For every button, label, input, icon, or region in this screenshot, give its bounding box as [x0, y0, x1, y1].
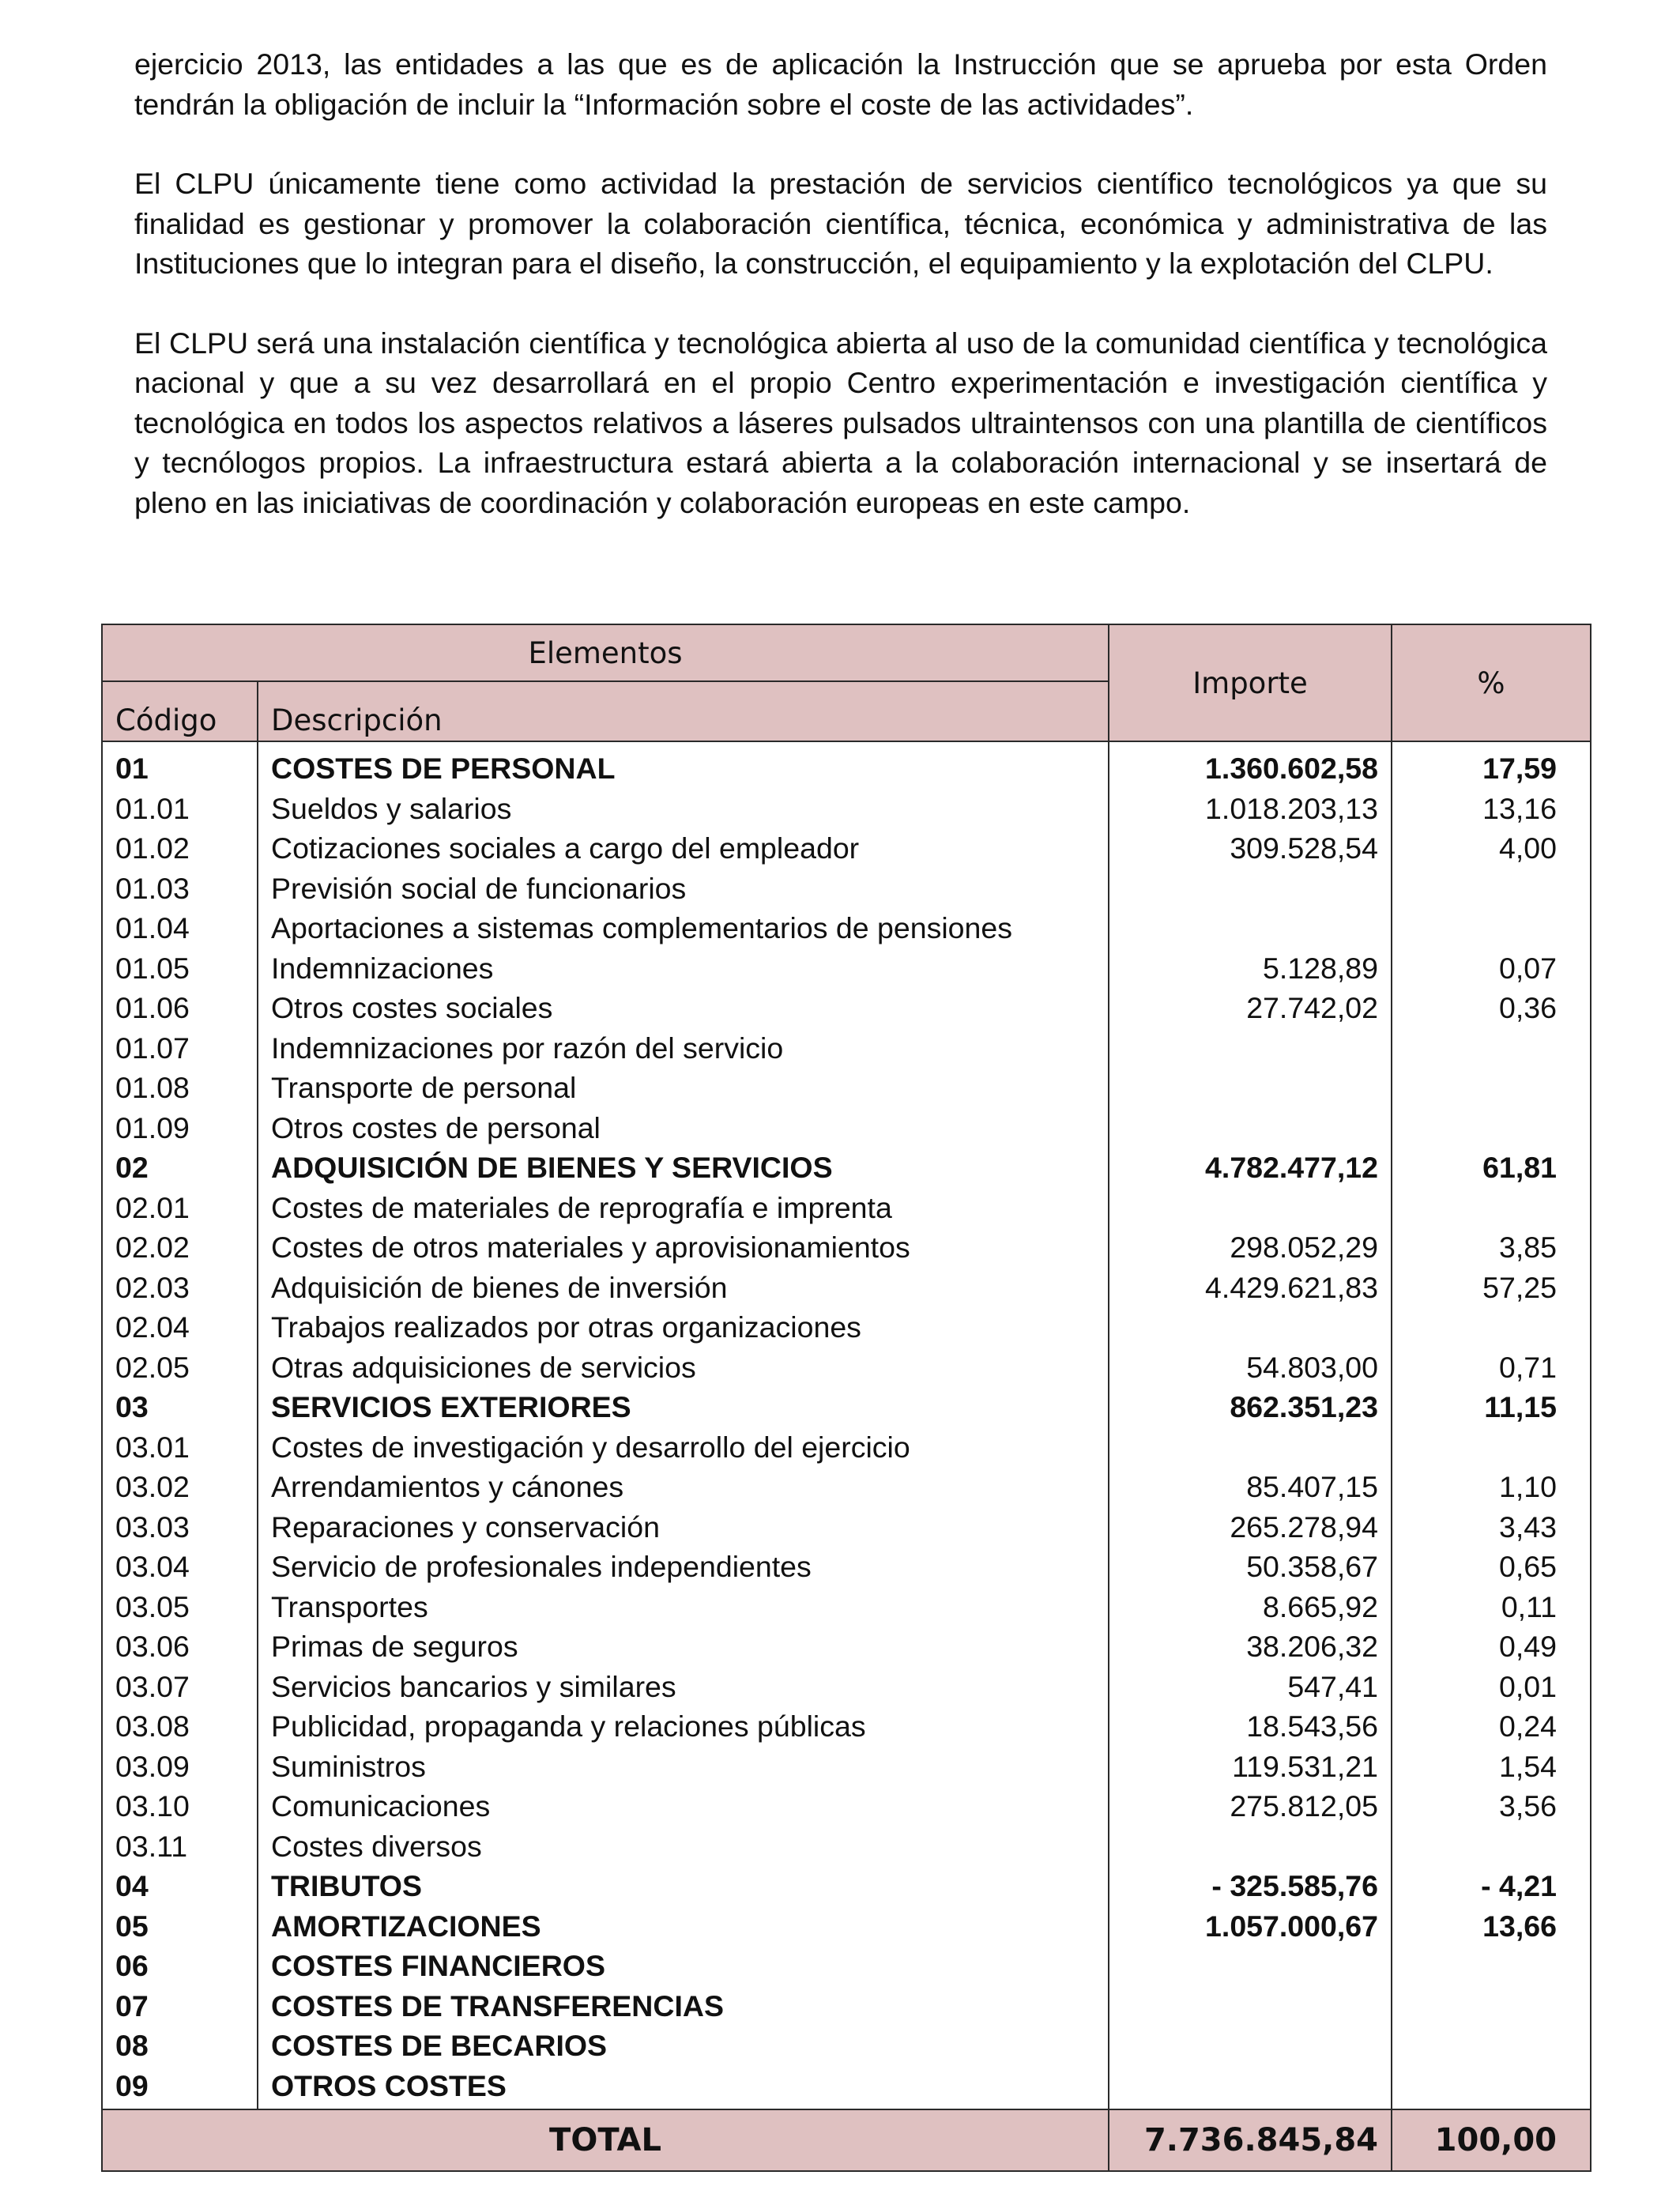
row-percent: 4,00 [1392, 828, 1591, 869]
row-code: 03.07 [102, 1667, 258, 1707]
row-code: 03 [102, 1387, 258, 1427]
table-row [102, 869, 1591, 909]
row-percent: 17,59 [1392, 741, 1591, 789]
table-row [102, 1946, 1591, 1986]
row-percent: 0,07 [1392, 948, 1591, 989]
table-body [102, 741, 1591, 2109]
row-percent [1392, 1188, 1591, 1228]
row-description: COSTES DE TRANSFERENCIAS [258, 1986, 1109, 2026]
row-description: TRIBUTOS [258, 1866, 1109, 1906]
row-importe: 1.018.203,13 [1109, 789, 1392, 829]
row-code: 03.01 [102, 1427, 258, 1468]
table-row [102, 988, 1591, 1028]
row-description: Adquisición de bienes de inversión [258, 1268, 1109, 1308]
table-row [102, 1706, 1591, 1747]
row-importe: 119.531,21 [1109, 1747, 1392, 1787]
row-code: 02.01 [102, 1188, 258, 1228]
row-code: 01.05 [102, 948, 258, 989]
table-row [102, 1467, 1591, 1507]
row-description: Otras adquisiciones de servicios [258, 1348, 1109, 1388]
row-code: 01 [102, 741, 258, 789]
table-row [102, 1906, 1591, 1947]
row-code: 01.01 [102, 789, 258, 829]
row-description: Aportaciones a sistemas complementarios de pensiones [258, 908, 1109, 948]
table-row [102, 1188, 1591, 1228]
row-code: 01.06 [102, 988, 258, 1028]
row-importe [1109, 1427, 1392, 1468]
row-importe [1109, 1307, 1392, 1348]
row-description: COSTES DE PERSONAL [258, 741, 1109, 789]
row-code: 03.02 [102, 1467, 258, 1507]
table-row [102, 1108, 1591, 1148]
row-description: Otros costes de personal [258, 1108, 1109, 1148]
row-importe [1109, 908, 1392, 948]
row-percent: 0,49 [1392, 1627, 1591, 1667]
row-description: SERVICIOS EXTERIORES [258, 1387, 1109, 1427]
table-row [102, 1826, 1591, 1867]
row-percent [1392, 1826, 1591, 1867]
row-percent [1392, 1427, 1591, 1468]
table-row [102, 1148, 1591, 1188]
row-percent: 11,15 [1392, 1387, 1591, 1427]
row-description: Servicio de profesionales independientes [258, 1547, 1109, 1587]
row-percent [1392, 1108, 1591, 1148]
table-row [102, 1227, 1591, 1268]
row-description: Otros costes sociales [258, 988, 1109, 1028]
row-percent: - 4,21 [1392, 1866, 1591, 1906]
row-importe: 5.128,89 [1109, 948, 1392, 989]
row-description: ADQUISICIÓN DE BIENES Y SERVICIOS [258, 1148, 1109, 1188]
body-text [134, 44, 1547, 522]
row-description: Trabajos realizados por otras organizaciones [258, 1307, 1109, 1348]
table-row [102, 1028, 1591, 1069]
row-percent: 0,36 [1392, 988, 1591, 1028]
row-description: Indemnizaciones [258, 948, 1109, 989]
row-percent [1392, 908, 1591, 948]
row-importe: 1.057.000,67 [1109, 1906, 1392, 1947]
row-percent: 61,81 [1392, 1148, 1591, 1188]
row-importe: 4.429.621,83 [1109, 1268, 1392, 1308]
row-percent [1392, 2066, 1591, 2110]
row-importe: 1.360.602,58 [1109, 741, 1392, 789]
row-code: 07 [102, 1986, 258, 2026]
row-description: Costes de otros materiales y aprovisionamientos [258, 1227, 1109, 1268]
row-percent: 0,01 [1392, 1667, 1591, 1707]
row-importe: 27.742,02 [1109, 988, 1392, 1028]
row-code: 01.08 [102, 1068, 258, 1108]
table-row [102, 1307, 1591, 1348]
table-row [102, 1747, 1591, 1787]
row-description: Sueldos y salarios [258, 789, 1109, 829]
table-row [102, 1986, 1591, 2026]
row-description: Costes de investigación y desarrollo del ejercicio [258, 1427, 1109, 1468]
row-code: 02.03 [102, 1268, 258, 1308]
row-percent [1392, 1028, 1591, 1069]
row-importe [1109, 1946, 1392, 1986]
row-percent: 13,66 [1392, 1906, 1591, 1947]
row-importe: 85.407,15 [1109, 1467, 1392, 1507]
row-code: 01.07 [102, 1028, 258, 1069]
row-importe: - 325.585,76 [1109, 1866, 1392, 1906]
row-percent [1392, 1986, 1591, 2026]
row-code: 08 [102, 2026, 258, 2066]
table-header [102, 624, 1591, 741]
row-importe [1109, 1826, 1392, 1867]
row-percent [1392, 1068, 1591, 1108]
paragraph: El CLPU será una instalación científica y tecnológica abierta al uso de la comunidad científica y tecnológica nacional y que a su vez desarrollará en el propio Centro experimentación e investigación científica y tecnológica en todos los aspectos relativos a láseres pulsados ultraintensos con una plantilla de científicos y tecnólogos propios. La infraestructura estará abierta a la colaboración internacional y se insertará de pleno en las iniciativas de coordinación y colaboración europeas en este campo. [134, 326, 1547, 519]
table-row [102, 1866, 1591, 1906]
row-code: 06 [102, 1946, 258, 1986]
row-description: Costes de materiales de reprografía e imprenta [258, 1188, 1109, 1228]
row-percent [1392, 1307, 1591, 1348]
row-importe: 4.782.477,12 [1109, 1148, 1392, 1188]
row-description: COSTES DE BECARIOS [258, 2026, 1109, 2066]
table-row [102, 1667, 1591, 1707]
total-importe: 7.736.845,84 [1109, 2109, 1392, 2171]
row-description: COSTES FINANCIEROS [258, 1946, 1109, 1986]
row-code: 03.04 [102, 1547, 258, 1587]
table-row [102, 1587, 1591, 1627]
row-percent [1392, 1946, 1591, 1986]
row-importe: 38.206,32 [1109, 1627, 1392, 1667]
row-code: 03.09 [102, 1747, 258, 1787]
row-code: 03.03 [102, 1507, 258, 1547]
row-importe [1109, 1108, 1392, 1148]
row-description: Reparaciones y conservación [258, 1507, 1109, 1547]
row-percent: 0,65 [1392, 1547, 1591, 1587]
row-importe: 298.052,29 [1109, 1227, 1392, 1268]
cost-table [101, 624, 1591, 2172]
table-row [102, 1268, 1591, 1308]
table-row [102, 741, 1591, 789]
row-code: 05 [102, 1906, 258, 1947]
table-row [102, 2026, 1591, 2066]
total-row [102, 2109, 1591, 2171]
row-importe [1109, 1986, 1392, 2026]
paragraph: ejercicio 2013, las entidades a las que es de aplicación la Instrucción que se aprueba por esta Orden tendrán la obligación de incluir la “Información sobre el coste de las actividades”. [134, 47, 1547, 121]
row-code: 04 [102, 1866, 258, 1906]
row-description: Transporte de personal [258, 1068, 1109, 1108]
row-code: 03.05 [102, 1587, 258, 1627]
header-elementos: Elementos [102, 624, 1109, 681]
row-description: Servicios bancarios y similares [258, 1667, 1109, 1707]
row-importe: 862.351,23 [1109, 1387, 1392, 1427]
row-percent: 0,11 [1392, 1587, 1591, 1627]
row-description: AMORTIZACIONES [258, 1906, 1109, 1947]
row-percent [1392, 2026, 1591, 2066]
row-description: OTROS COSTES [258, 2066, 1109, 2110]
header-importe: Importe [1109, 624, 1392, 741]
row-code: 03.10 [102, 1786, 258, 1826]
row-importe: 547,41 [1109, 1667, 1392, 1707]
row-description: Suministros [258, 1747, 1109, 1787]
row-percent: 1,10 [1392, 1467, 1591, 1507]
header-descripcion: Descripción [258, 681, 1109, 741]
row-importe: 18.543,56 [1109, 1706, 1392, 1747]
row-importe [1109, 869, 1392, 909]
row-code: 09 [102, 2066, 258, 2110]
row-description: Cotizaciones sociales a cargo del empleador [258, 828, 1109, 869]
total-percent: 100,00 [1392, 2109, 1591, 2171]
total-label: TOTAL [102, 2109, 1109, 2171]
row-description: Primas de seguros [258, 1627, 1109, 1667]
table-row [102, 1547, 1591, 1587]
table-row [102, 1627, 1591, 1667]
row-percent: 3,85 [1392, 1227, 1591, 1268]
row-description: Transportes [258, 1587, 1109, 1627]
row-description: Arrendamientos y cánones [258, 1467, 1109, 1507]
table-row [102, 1786, 1591, 1826]
row-importe: 265.278,94 [1109, 1507, 1392, 1547]
row-description: Comunicaciones [258, 1786, 1109, 1826]
row-code: 01.09 [102, 1108, 258, 1148]
table-row [102, 828, 1591, 869]
row-percent [1392, 869, 1591, 909]
row-code: 03.11 [102, 1826, 258, 1867]
row-code: 03.08 [102, 1706, 258, 1747]
row-code: 03.06 [102, 1627, 258, 1667]
row-percent: 0,24 [1392, 1706, 1591, 1747]
row-percent: 13,16 [1392, 789, 1591, 829]
row-importe [1109, 1028, 1392, 1069]
row-importe [1109, 2066, 1392, 2110]
row-description: Indemnizaciones por razón del servicio [258, 1028, 1109, 1069]
row-percent: 3,56 [1392, 1786, 1591, 1826]
row-code: 02.05 [102, 1348, 258, 1388]
table-row [102, 1068, 1591, 1108]
row-importe [1109, 1188, 1392, 1228]
row-description: Costes diversos [258, 1826, 1109, 1867]
row-importe: 309.528,54 [1109, 828, 1392, 869]
row-description: Publicidad, propaganda y relaciones públicas [258, 1706, 1109, 1747]
table-row [102, 908, 1591, 948]
header-percent: % [1392, 624, 1591, 741]
row-importe: 275.812,05 [1109, 1786, 1392, 1826]
row-code: 02.04 [102, 1307, 258, 1348]
row-percent: 57,25 [1392, 1268, 1591, 1308]
row-code: 01.02 [102, 828, 258, 869]
row-code: 02 [102, 1148, 258, 1188]
row-code: 02.02 [102, 1227, 258, 1268]
paragraph: El CLPU únicamente tiene como actividad la prestación de servicios científico tecnológicos ya que su finalidad es gestionar y promover la colaboración científica, técnica, económica y administrativa de las Instituciones que lo integran para el diseño, la construcción, el equipamiento y la explotación del CLPU. [134, 167, 1547, 280]
table-row [102, 2066, 1591, 2110]
row-percent: 3,43 [1392, 1507, 1591, 1547]
table-row [102, 1427, 1591, 1468]
row-description: Previsión social de funcionarios [258, 869, 1109, 909]
table-row [102, 948, 1591, 989]
table-row [102, 1507, 1591, 1547]
row-importe [1109, 1068, 1392, 1108]
row-percent: 0,71 [1392, 1348, 1591, 1388]
table-row [102, 1387, 1591, 1427]
row-importe: 54.803,00 [1109, 1348, 1392, 1388]
table-row [102, 789, 1591, 829]
row-code: 01.03 [102, 869, 258, 909]
row-importe: 50.358,67 [1109, 1547, 1392, 1587]
table-row [102, 1348, 1591, 1388]
row-importe [1109, 2026, 1392, 2066]
row-percent: 1,54 [1392, 1747, 1591, 1787]
row-code: 01.04 [102, 908, 258, 948]
header-codigo: Código [102, 681, 258, 741]
row-importe: 8.665,92 [1109, 1587, 1392, 1627]
